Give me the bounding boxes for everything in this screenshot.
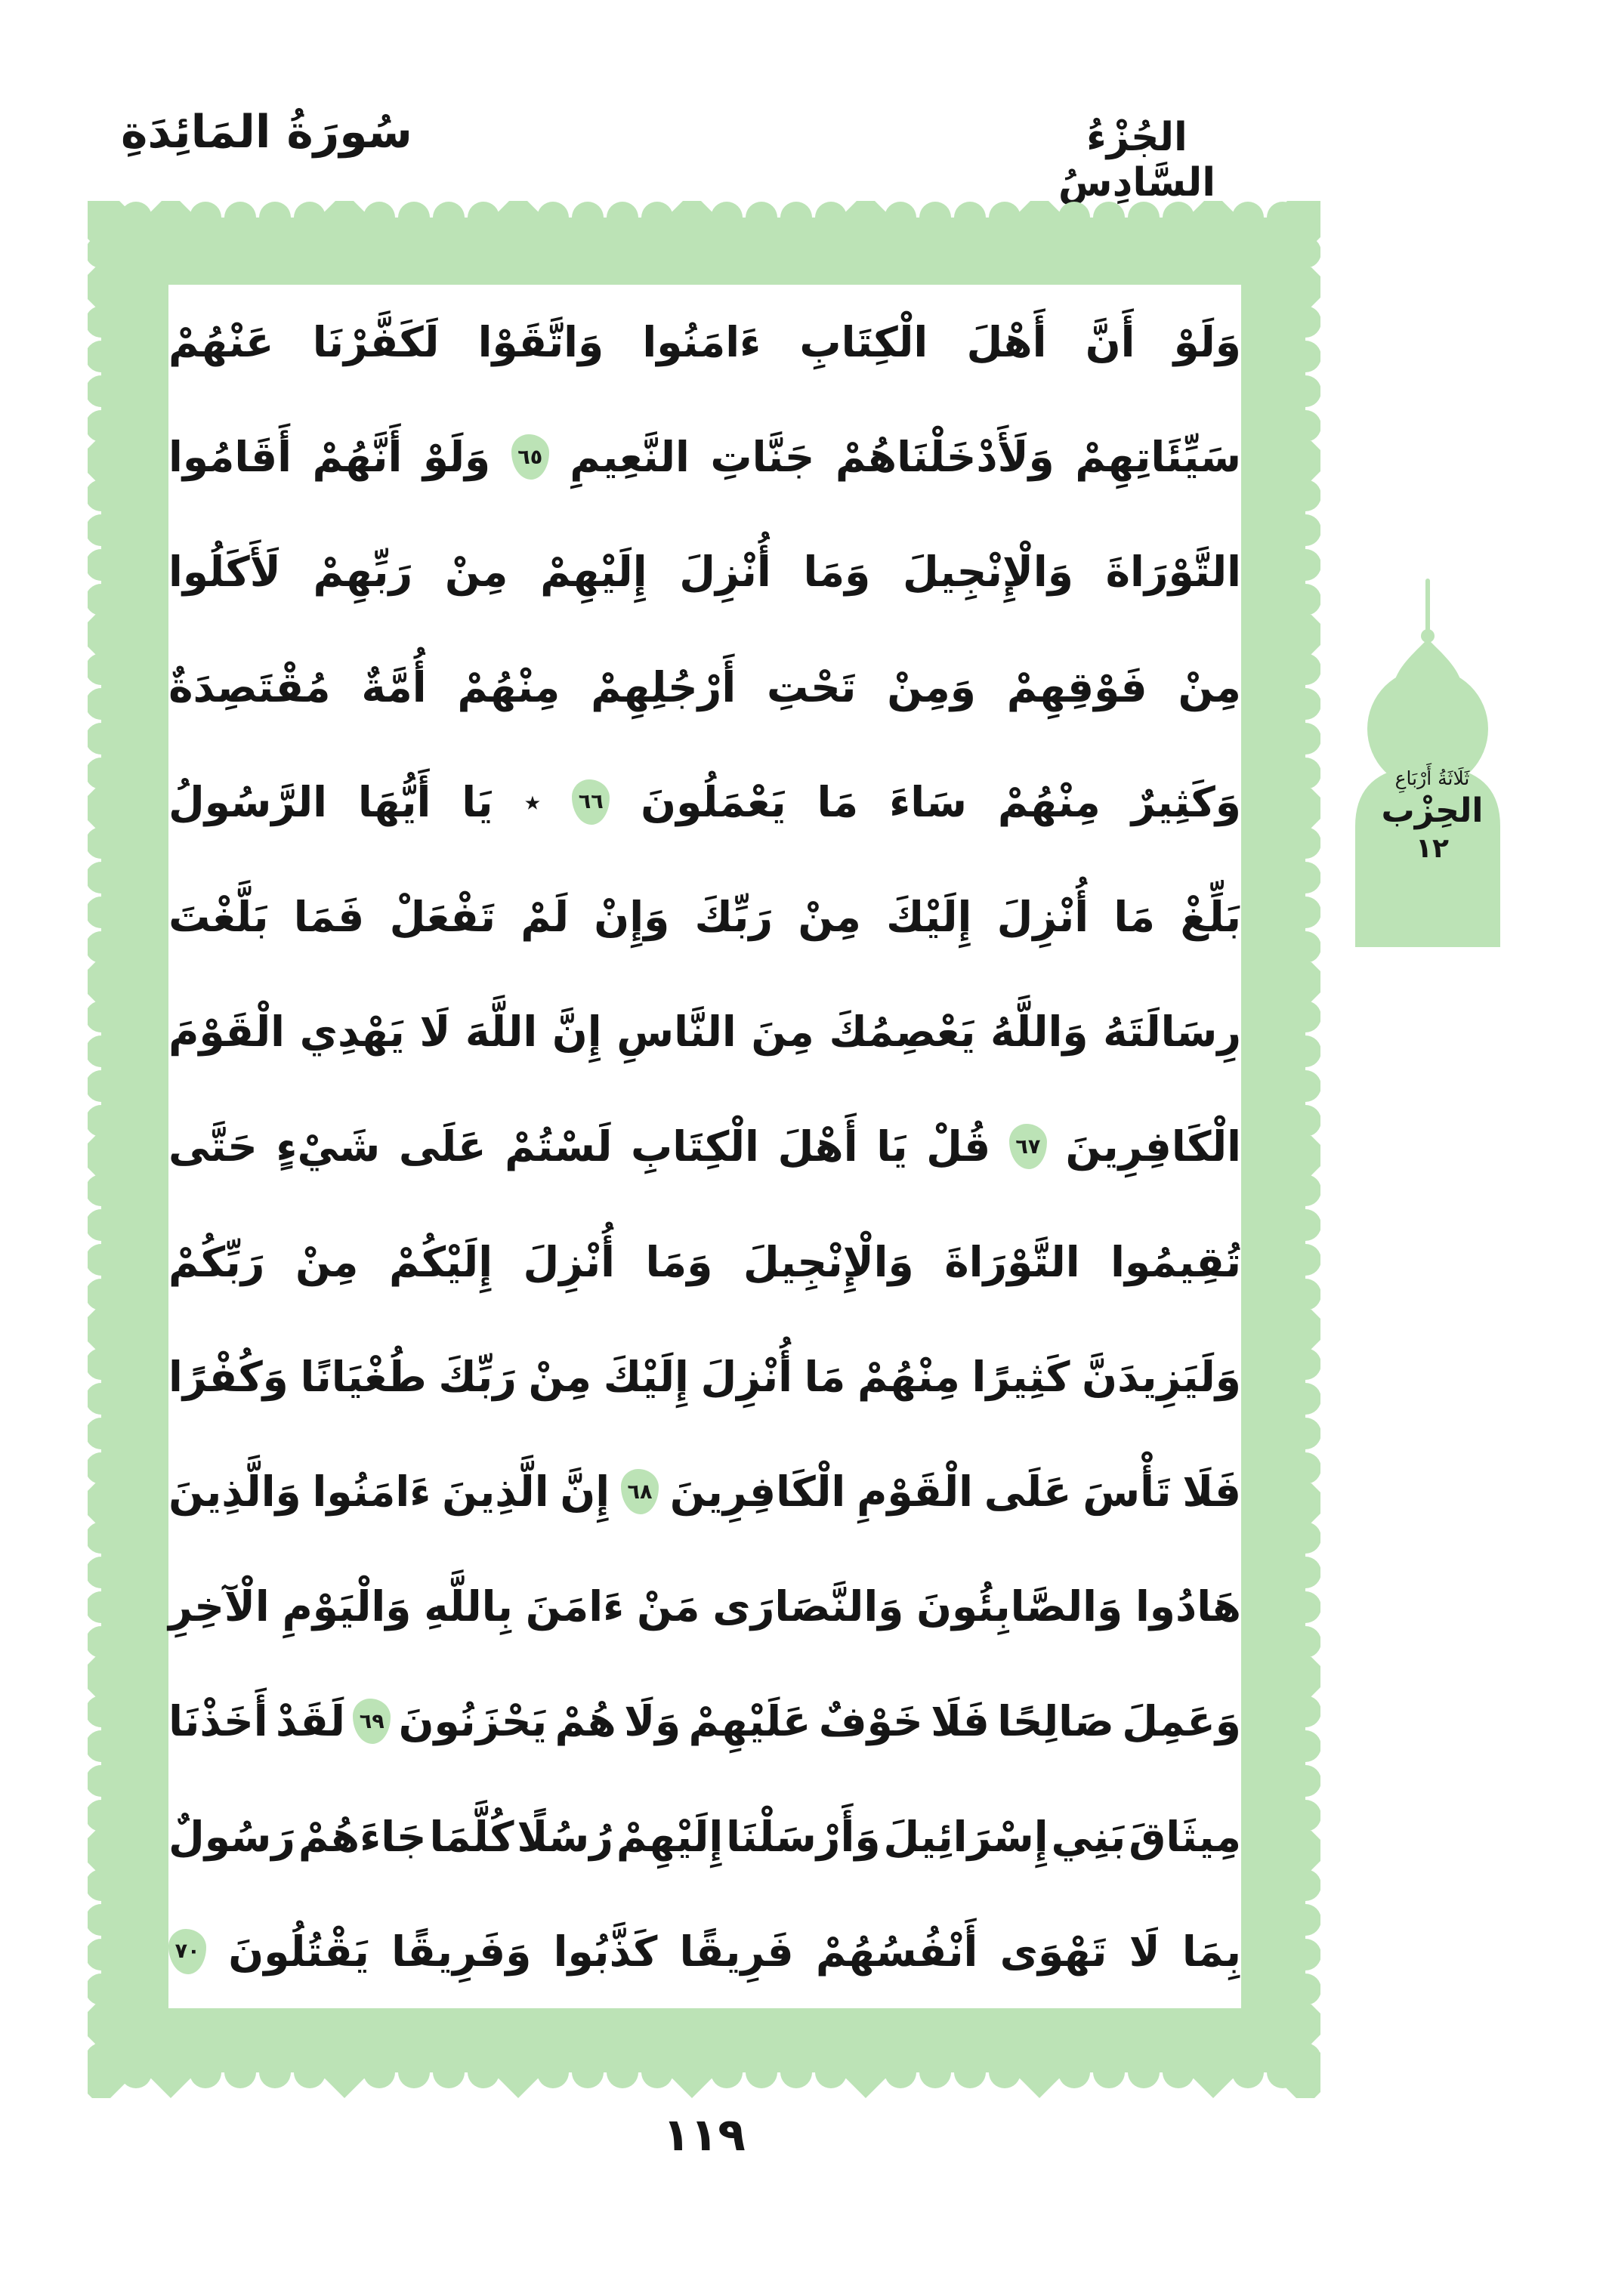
quran-word: جَاءَهُمْ	[298, 1812, 427, 1861]
quran-word: عَلَيْهِمْ	[688, 1697, 811, 1746]
quran-word: ءَامَنَ	[525, 1582, 625, 1631]
quran-word: الْكِتَابِ	[799, 318, 928, 367]
quran-word: إِلَيْكُمْ	[388, 1237, 493, 1286]
quran-word: يَقْتُلُونَ	[228, 1927, 369, 1976]
quran-word: إِلَيْكَ	[886, 893, 972, 942]
quran-word: أَخَذْنَا	[168, 1697, 268, 1746]
juz-header: الجُزْءُ السَّادِسُ	[1058, 115, 1216, 205]
quran-word: مَنْ	[636, 1582, 700, 1631]
quran-line	[168, 859, 1241, 974]
quran-word: وَمَا	[645, 1237, 713, 1286]
quran-word: لَأَكَلُوا	[168, 548, 281, 597]
quran-word: هَادُوا	[1135, 1582, 1241, 1631]
quran-word: مِنْ	[295, 1237, 359, 1286]
quran-word: يَا	[462, 777, 493, 826]
quran-word: تُقِيمُوا	[1110, 1237, 1241, 1286]
quran-word: مِنْ	[1178, 662, 1241, 711]
quran-word: مِنْ	[528, 1352, 592, 1401]
quran-word: إِنَّ	[551, 1008, 602, 1057]
quran-word: الَّذِينَ	[442, 1467, 549, 1517]
quran-word: فَرِيقًا	[679, 1927, 794, 1976]
quran-word: خَوْفٌ	[818, 1697, 923, 1746]
quran-word: أَرْجُلِهِمْ	[591, 662, 737, 711]
hizb-number: ١٢	[1416, 833, 1449, 864]
quran-word: مَا	[817, 777, 859, 826]
hizb-dome-icon	[1339, 576, 1517, 950]
verse-end-marker: ٦٧	[1009, 1124, 1047, 1169]
quran-line	[168, 1894, 1241, 2009]
quran-word: مِنَ	[751, 1008, 814, 1057]
quran-word: لَقَدْ	[275, 1697, 345, 1746]
quran-word: بِمَا	[1181, 1927, 1241, 1976]
quran-word: وَلَيَزِيدَنَّ	[1082, 1352, 1241, 1401]
quran-word: أَنَّ	[1085, 318, 1135, 367]
quran-word: مِنْ	[798, 893, 861, 942]
quran-word: سَيِّئَاتِهِمْ	[1075, 433, 1241, 482]
quran-word: لَمْ	[520, 893, 570, 942]
quran-word: فَلَا	[1182, 1467, 1241, 1517]
page-number: ١١٩	[662, 2109, 746, 2162]
hizb-fraction-label: ثَلَاثَةُ أَرْبَاعِ	[1394, 767, 1470, 789]
quran-word: وَاللَّهُ	[990, 1008, 1089, 1057]
quran-word: قُلْ	[926, 1122, 991, 1171]
quran-word: وَكُفْرًا	[168, 1352, 289, 1401]
quran-word: إِنَّ	[560, 1467, 610, 1517]
quran-word: وَلَا	[624, 1697, 681, 1746]
quran-word: الْكَافِرِينَ	[1065, 1122, 1241, 1171]
quran-line	[168, 1434, 1241, 1549]
quran-word: الْكِتَابِ	[630, 1122, 759, 1171]
quran-word: مُقْتَصِدَةٌ	[168, 662, 331, 711]
quran-word: مِنْهُمْ	[997, 777, 1101, 826]
quran-word: الْآخِرِ	[168, 1582, 270, 1631]
quran-word: أَيُّهَا	[357, 777, 431, 826]
quran-line	[168, 285, 1241, 400]
quran-word: يَعْصِمُكَ	[829, 1008, 976, 1057]
quran-word: وَمِنْ	[887, 662, 976, 711]
surah-header: سُورَةُ المَائِدَةِ	[121, 106, 412, 159]
quran-line	[168, 1779, 1241, 1894]
quran-word: مِنْهُمْ	[857, 1352, 960, 1401]
quran-word: رَبِّكَ	[694, 893, 774, 942]
quran-word: ءَامَنُوا	[312, 1467, 431, 1517]
verse-end-marker: ٧٠	[168, 1929, 206, 1974]
quran-word: مِيثَاقَ	[1129, 1812, 1241, 1861]
quran-word: يَعْمَلُونَ	[641, 777, 786, 826]
quran-word: أُنْزِلَ	[996, 893, 1089, 942]
quran-word: كَثِيرًا	[971, 1352, 1070, 1401]
quran-word: إِسْرَائِيلَ	[883, 1812, 1049, 1861]
quran-word: إِلَيْكَ	[603, 1352, 689, 1401]
quran-word: وَلَأَدْخَلْنَاهُمْ	[835, 433, 1055, 482]
quran-word: عَلَى	[984, 1467, 1072, 1517]
verse-end-marker: ٦٥	[511, 434, 549, 480]
quran-word: لَا	[419, 1008, 451, 1057]
quran-word: إِلَيْهِمْ	[616, 1812, 724, 1861]
quran-word: مَا	[804, 1352, 846, 1401]
quran-word: وَلَوْ	[1173, 318, 1241, 367]
quran-word: ءَامَنُوا	[642, 318, 761, 367]
quran-line	[168, 1664, 1241, 1779]
quran-word: لَكَفَّرْنَا	[312, 318, 440, 367]
quran-word: بَلِّغْ	[1180, 893, 1241, 942]
quran-word: التَّوْرَاةَ	[944, 1237, 1080, 1286]
quran-word: أَنَّهُمْ	[312, 433, 403, 482]
quran-word: وَعَمِلَ	[1122, 1697, 1241, 1746]
quran-word: تَفْعَلْ	[389, 893, 496, 942]
quran-word: رَسُولٌ	[168, 1812, 295, 1861]
quran-word: وَاتَّقَوْا	[477, 318, 604, 367]
quran-word: وَالنَّصَارَى	[712, 1582, 904, 1631]
quran-word: أُمَّةٌ	[361, 662, 427, 711]
quran-word: وَالْيَوْمِ	[282, 1582, 412, 1631]
quran-word: النَّعِيمِ	[570, 433, 690, 482]
quran-word: لَا	[1129, 1927, 1160, 1976]
quran-word: جَنَّاتِ	[710, 433, 815, 482]
quran-word: شَيْءٍ	[276, 1122, 381, 1171]
quran-word: وَالْإِنْجِيلَ	[903, 548, 1073, 597]
quran-line	[168, 514, 1241, 629]
quran-word: مَا	[1113, 893, 1156, 942]
verse-end-marker: ٦٩	[353, 1699, 391, 1744]
quran-word: رُسُلًا	[517, 1812, 613, 1861]
quran-word: الرَّسُولُ	[168, 777, 328, 826]
quran-word: أُنْزِلَ	[679, 548, 771, 597]
quran-word: التَّوْرَاةَ	[1105, 548, 1241, 597]
quran-word: تَهْوَى	[999, 1927, 1107, 1976]
quran-word: أَقَامُوا	[168, 433, 292, 482]
quran-word: وَمَا	[803, 548, 871, 597]
quran-word: صَالِحًا	[997, 1697, 1114, 1746]
quran-word: أُنْزِلَ	[523, 1237, 615, 1286]
quran-line	[168, 1089, 1241, 1204]
verse-end-marker: ٦٦	[572, 779, 610, 825]
quran-word: طُغْيَانًا	[300, 1352, 427, 1401]
quran-word: أَهْلَ	[966, 318, 1047, 367]
quran-word: وَكَثِيرٌ	[1131, 777, 1241, 826]
quran-word: تَحْتِ	[766, 662, 857, 711]
quran-word: تَأْسَ	[1083, 1467, 1172, 1517]
quran-word: حَتَّى	[168, 1122, 258, 1171]
quran-line	[168, 1549, 1241, 1664]
quran-text-area	[168, 285, 1241, 2009]
quran-word: بِاللَّهِ	[424, 1582, 513, 1631]
quran-word: رَبِّكُمْ	[168, 1237, 265, 1286]
quran-line	[168, 1319, 1241, 1434]
quran-word: وَالَّذِينَ	[168, 1467, 301, 1517]
quran-word: وَالْإِنْجِيلَ	[743, 1237, 914, 1286]
quran-word: مِنْهُمْ	[457, 662, 561, 711]
quran-line	[168, 974, 1241, 1089]
quran-word: فَمَا	[293, 893, 365, 942]
quran-word: وَفَرِيقًا	[391, 1927, 532, 1976]
quran-word: سَاءَ	[889, 777, 967, 826]
quran-line	[168, 1205, 1241, 1319]
quran-line	[168, 745, 1241, 859]
quran-word: يَا	[876, 1122, 908, 1171]
quran-word: الْكَافِرِينَ	[669, 1467, 846, 1517]
quran-word: اللَّهَ	[465, 1008, 538, 1057]
quran-word: فَوْقِهِمْ	[1006, 662, 1147, 711]
quran-word: عَنْهُمْ	[168, 318, 274, 367]
quran-word: كَذَّبُوا	[553, 1927, 658, 1976]
quran-word: كُلَّمَا	[429, 1812, 514, 1861]
quran-word: وَإِنْ	[594, 893, 670, 942]
quran-word: عَلَى	[398, 1122, 486, 1171]
quran-word: بَنِي	[1051, 1812, 1126, 1861]
quran-word: وَأَرْسَلْنَا	[726, 1812, 881, 1861]
rub-el-hizb-star-icon: ٭	[523, 783, 542, 821]
quran-word: هُمْ	[554, 1697, 616, 1746]
quran-word: رَبِّكَ	[438, 1352, 517, 1401]
quran-word: لَسْتُمْ	[505, 1122, 613, 1171]
verse-end-marker: ٦٨	[621, 1469, 659, 1514]
quran-word: فَلَا	[931, 1697, 990, 1746]
quran-word: إِلَيْهِمْ	[540, 548, 647, 597]
quran-word: يَحْزَنُونَ	[398, 1697, 548, 1746]
quran-line	[168, 630, 1241, 745]
quran-word: وَالصَّابِئُونَ	[916, 1582, 1123, 1631]
hizb-marker	[1360, 766, 1505, 867]
quran-word: أَهْلَ	[777, 1122, 858, 1171]
quran-word: رِسَالَتَهُ	[1103, 1008, 1241, 1057]
quran-word: وَلَوْ	[422, 433, 491, 482]
quran-word: أَنْفُسُهُمْ	[815, 1927, 978, 1976]
quran-word: أُنْزِلَ	[700, 1352, 792, 1401]
quran-word: مِنْ	[444, 548, 508, 597]
quran-word: النَّاسِ	[616, 1008, 737, 1057]
quran-word: الْقَوْمَ	[168, 1008, 286, 1057]
hizb-label: الحِزْب	[1381, 792, 1484, 830]
quran-word: رَبِّهِمْ	[313, 548, 413, 597]
quran-line	[168, 400, 1241, 514]
quran-word: يَهْدِي	[299, 1008, 405, 1057]
quran-word: بَلَّغْتَ	[168, 893, 269, 942]
quran-word: الْقَوْمِ	[857, 1467, 973, 1517]
